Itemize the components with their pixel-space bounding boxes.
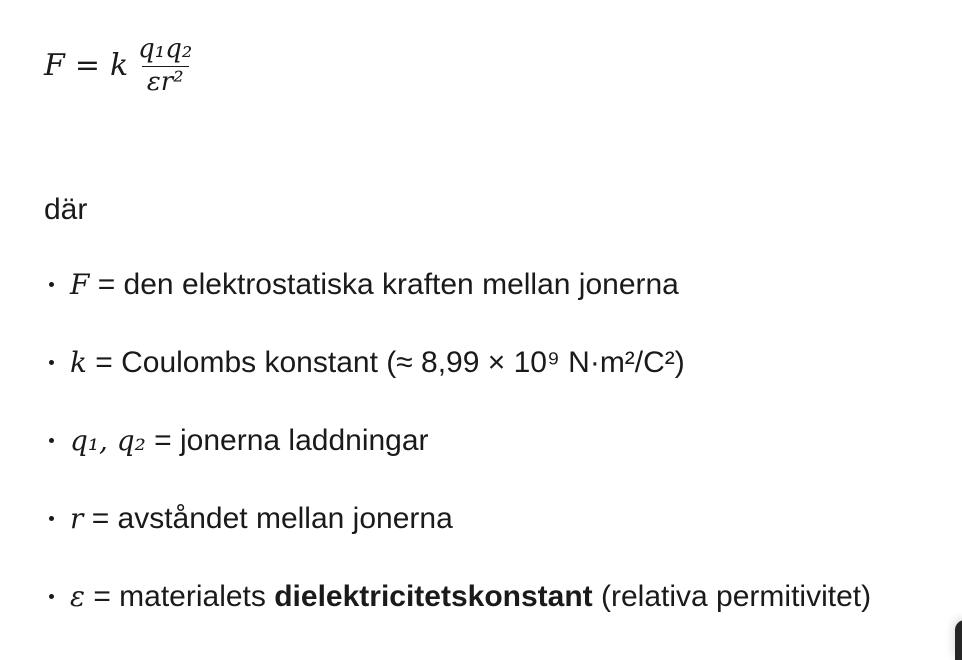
formula-lhs: F <box>44 48 65 84</box>
item-text-bold: dielektricitetskonstant <box>274 580 593 614</box>
bullet-dot <box>49 516 54 521</box>
item-text: = den elektrostatiska kraften mellan jonerna <box>97 268 679 302</box>
item-text-suffix: (relativa permitivitet) <box>601 580 872 614</box>
variable-definition-list <box>44 265 962 616</box>
math-var: ε <box>70 580 85 614</box>
intro-word: där <box>44 193 88 227</box>
formula-coefficient: k <box>109 48 129 84</box>
item-text: = avståndet mellan jonerna <box>91 502 453 536</box>
formula-numerator: q₁q₂ <box>138 34 193 64</box>
math-var: r <box>70 502 84 536</box>
list-item-r <box>44 499 962 538</box>
formula-denominator: εr² <box>142 66 189 99</box>
math-var: k <box>70 346 87 380</box>
item-text: = Coulombs konstant (≈ 8,99 × 10⁹ N·m²/C²) <box>95 346 685 380</box>
formula-fraction <box>133 34 197 98</box>
bullet-dot <box>49 360 54 365</box>
bullet-dot <box>49 282 54 287</box>
list-item-q1q2 <box>44 421 962 460</box>
item-text: = materialets <box>93 580 266 614</box>
math-var: q₁, q₂ <box>70 424 146 458</box>
dark-corner-button-peek[interactable] <box>955 620 962 660</box>
bullet-dot <box>49 594 54 599</box>
list-item-k <box>44 343 962 382</box>
formula-equals-sign: = <box>74 48 100 84</box>
coulomb-law-formula <box>44 34 197 98</box>
list-item-epsilon <box>44 577 962 616</box>
list-item-F <box>44 265 962 304</box>
bullet-dot <box>49 438 54 443</box>
item-text: = jonerna laddningar <box>154 424 429 458</box>
math-var: F <box>70 268 90 302</box>
